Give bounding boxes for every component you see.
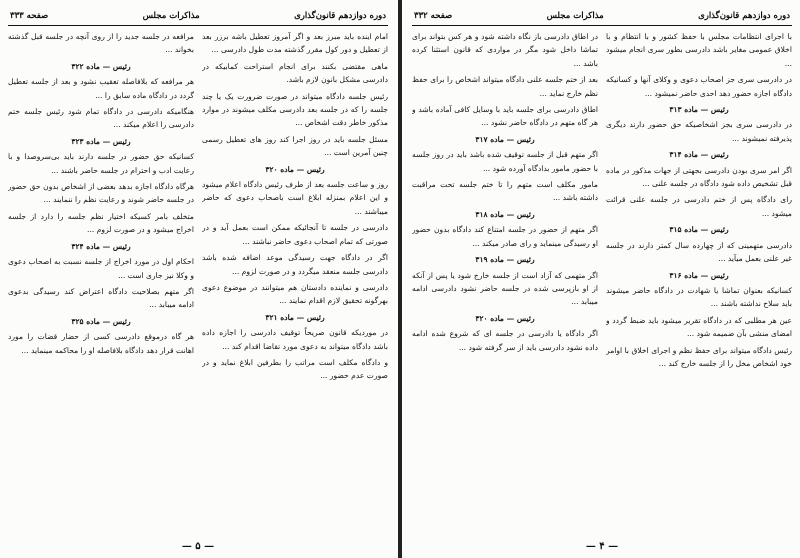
article-heading: رئیس — ماده ۳۲۲: [71, 61, 131, 71]
paragraph: اگر متهم قبل از جلسه توقیف شده باشد باید در روز جلسه با حضور مامور بدادگاه آورده شود ...: [412, 150, 598, 173]
column-right: [202, 30, 388, 532]
article-heading: رئیس — ماده ۳۲۳: [71, 136, 131, 146]
paragraph: مرافعه در جلسه جدید را از روی آنچه در جلسه قبل گذشته بخواند ...: [8, 32, 194, 55]
paragraph: اگر متهم بصلاحیت دادگاه اعتراض کند رسیدگی بدعوی ادامه میبابد ...: [8, 286, 194, 310]
paragraph: با اجرای انتظامات مجلس با حفظ کشور و با انتظام و با اخلاق عمومی مغایر باشد دادرسی بطور سری انجام میشود ...: [606, 32, 792, 68]
article-heading: رئیس — ماده ۳۲۰: [265, 164, 325, 174]
gutter: [398, 0, 402, 558]
page-header: [8, 6, 388, 26]
paragraph: رای دادگاه پس از ختم دادرسی در جلسه علنی قرائت میشود ...: [606, 195, 792, 218]
text-columns: [8, 30, 388, 532]
paragraph: روز و ساعت جلسه بعد از طرف رئیس دادگاه اعلام میشود و این اعلام بمنزله ابلاغ است باصحاب دعوی که حاضر میباشند ...: [202, 180, 388, 216]
article-heading: رئیس — ماده ۳۱۷: [475, 134, 535, 144]
header-title: مذاکرات مجلس: [142, 10, 200, 21]
paragraph: اگر در دادگاه جهت رسیدگی موعد اضافه شده باشد دادرسی جلسه منعقد میگردد و در صورت لزوم ...: [202, 253, 388, 276]
folio: — ۵ —: [181, 541, 215, 552]
page-header: [412, 6, 792, 26]
paragraph: در دادرسی سری بجز اشخاصیکه حق حضور دارند دیگری پذیرفته نمیشوند ...: [606, 120, 792, 143]
paragraph: در اطاق دادرسی باز نگاه داشته شود و هر کس بتواند برای تماشا داخل شود مگر در مواردی که قانون استثنا کرده باشد ...: [412, 32, 598, 68]
article-heading: رئیس — ماده ۳۱۸: [475, 209, 535, 219]
paragraph: احکام اول در مورد اخراج از جلسه نسبت به اصحاب دعوی و وکلا نیز جاری است ...: [8, 257, 194, 280]
article-heading: رئیس — ماده ۳۱۶: [669, 270, 729, 280]
paragraph: اطاق دادرسی برای جلسه باید با وسایل کافی آماده باشد و هر گاه متهم در دادگاه حاضر نشود ...: [412, 105, 598, 128]
paragraph: اگر دادگاه یا دادرسی در جلسه ای که شروع شده ادامه داده نشود دادرسی باید از سر گرفته شود ...: [412, 329, 598, 352]
paragraph: هر گاه درموقع دادرسی کسی از حضار قضات را مورد اهانت قرار دهد دادگاه بلافاصله او را محاکمه مینماید ...: [8, 332, 194, 355]
paragraph: و دادگاه مکلف است مراتب را بطرفین ابلاغ نماید و در صورت عدم حضور ...: [202, 357, 388, 381]
left-page: [0, 0, 396, 558]
article-heading: رئیس — ماده ۳۱۹: [475, 255, 535, 265]
paragraph: اگر متهم از حضور در جلسه امتناع کند دادگاه بدون حضور او رسیدگی مینماید و رای صادر میکند ...: [412, 225, 598, 248]
text-columns: [412, 30, 792, 532]
article-heading: رئیس — ماده ۳۱۴: [669, 150, 729, 160]
header-title: مذاکرات مجلس: [546, 10, 604, 21]
paragraph: متخلف بامر کسیکه اختیار نظم جلسه را دارد از جلسه اخراج میشود و در صورت لزوم ...: [8, 211, 194, 235]
paragraph: دادرسی در جلسه تا آنجائیکه ممکن است بعمل آید و در صورتی که تمام اصحاب دعوی حاضر نباشند ...: [202, 223, 388, 246]
article-heading: رئیس — ماده ۳۱۳: [669, 105, 729, 115]
column-left: [8, 30, 194, 532]
right-page: [404, 0, 800, 558]
paragraph: مسئل جلسه باید در روز اجرا کند روز های تعطیل رسمی چنین آمرین است ...: [202, 134, 388, 158]
paragraph: کسانیکه حق حضور در جلسه دارند باید بی‌سروصدا و با رعایت ادب و احترام در جلسه حاضر باشند ...: [8, 152, 194, 175]
paragraph: اگر متهمی که آزاد است از جلسه خارج شود یا پس از آنکه از او بازپرسی شده در جلسه حاضر نشود دادرسی ادامه میبابد ...: [412, 270, 598, 307]
header-session: دوره دوازدهم قانون‌گذاری: [698, 10, 790, 21]
column-right: [606, 30, 792, 532]
header-page-number: صفحه ۳۳۳: [10, 10, 49, 21]
paragraph: رئیس دادگاه میتواند برای حفظ نظم و اجرای اخلاق با اوامر خود اشخاص مخل را از جلسه خارج کند ...: [606, 345, 792, 368]
paragraph: دادرسی و نماینده دادستان هم میتوانند در موضوع دعوی بهرگونه تحقیق لازم اقدام نمایند ...: [202, 282, 388, 306]
header-page-number: صفحه ۳۳۲: [414, 10, 453, 21]
paragraph: مامور مکلف است متهم را تا ختم جلسه تحت مراقبت داشته باشد ...: [412, 180, 598, 203]
paragraph: بعد از ختم جلسه علنی دادگاه میتواند اشخاص را برای حفظ نظم خارج نماید ...: [412, 75, 598, 98]
article-heading: رئیس — ماده ۳۲۴: [71, 241, 131, 251]
paragraph: در موردیکه قانون صریحاً توقیف دادرسی را اجازه داده باشد دادگاه میتواند به دعوی مورد تقاضا اقدام کند ...: [202, 328, 388, 351]
paragraph: دادرسی متهمینی که از چهارده سال کمتر دارند در جلسه غیر علنی بعمل میآید ...: [606, 240, 792, 264]
column-left: [412, 30, 598, 532]
paragraph: عین هر مطلبی که در دادگاه تقریر میشود باید ضبط گردد و امضای منشی بآن ضمیمه شود ...: [606, 315, 792, 339]
paragraph: هر مرافعه که بلافاصله تعقیب نشود و بعد از جلسه تعطیل گردد در دادگاه ماده سابق را ...: [8, 77, 194, 100]
paragraph: اگر امر سری بودن دادرسی بجهتی از جهات مذکور در ماده قبل تشخیص داده شود دادگاه در جلسه علنی ...: [606, 165, 792, 189]
paragraph: کسانیکه بعنوان تماشا یا شهادت در دادگاه حاضر میشوند باید سلاح نداشته باشند ...: [606, 285, 792, 309]
paragraph: هرگاه دادگاه اجازه بدهد بعضی از اشخاص بدون حق حضور در جلسه حاضر شوند و رعایت نظم را ننمایند ...: [8, 182, 194, 205]
article-heading: رئیس — ماده ۳۱۵: [669, 225, 729, 235]
article-heading: رئیس — ماده ۳۲۱: [265, 312, 325, 322]
header-session: دوره دوازدهم قانون‌گذاری: [294, 10, 386, 21]
article-heading: رئیس — ماده ۳۲۰: [475, 313, 535, 323]
article-heading: رئیس — ماده ۳۲۵: [71, 316, 131, 326]
paragraph: ماهی مقتضی بکنند برای انجام استراحت کمابیکه در دادرسی مشکل بانون لازم باشد.: [202, 61, 388, 85]
folio: — ۴ —: [585, 541, 619, 552]
paragraph: رئیس جلسه دادگاه میتواند در صورت ضرورت یک یا چند جلسه را که در جلسه بعد دادرسی مکلف میشوند در موارد مذکور خاطر دقت اشخاص ...: [202, 91, 388, 128]
paragraph: هنگامیکه دادرسی در دادگاه تمام شود رئیس جلسه ختم دادرسی را اعلام میکند ...: [8, 107, 194, 130]
paragraph: امام اینده باید مبرز بعد و اگر آمروز تعطیل باشه برزر بعد از تعطیل و دور کول مقرر گذشته مدت طول دادرسی ...: [202, 32, 388, 55]
paragraph: در دادرسی سری جز اصحاب دعوی و وکلای آنها و کسانیکه دادگاه اجازه حضور دهد احدی حاضر نمیشود ...: [606, 75, 792, 98]
